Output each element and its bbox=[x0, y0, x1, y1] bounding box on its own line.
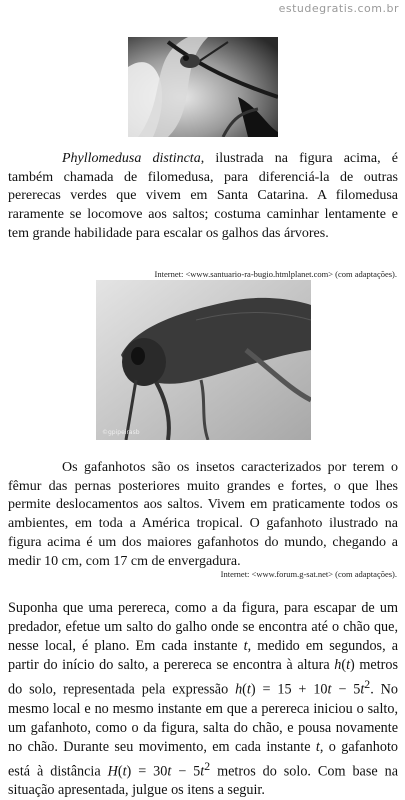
frog-credit: Internet: <www.santuario-ra-bugio.htmlplanet.com> (com adaptações). bbox=[154, 269, 397, 279]
frog-photo bbox=[128, 37, 278, 137]
frog-paragraph: Phyllomedusa distincta, ilustrada na figura acima, é também chamada de filomedusa, para diferenciá-la de outras pererecas verdes que vivem em Santa Catarina. A filomedusa raramente se locomove aos saltos; costuma caminhar lentamente e tem grande habilidade para escalar os galhos das árvores. bbox=[8, 151, 398, 241]
site-watermark: estudegratis.com.br bbox=[278, 2, 399, 15]
grasshopper-paragraph: Os gafanhotos são os insetos caracterizados por terem o fêmur das pernas posteriores muito grandes e fortes, o que lhes permite deslocamentos aos saltos. Vivem em praticamente todos os ambientes, em toda a América tropical. O gafanhoto ilustrado na figura acima é um dos maiores gafanhotos do mundo, chegando a medir 10 cm, com 17 cm de envergadura. bbox=[8, 460, 398, 569]
problem-paragraph: Suponha que uma perereca, como a da figura, para escapar de um predador, efetue um salto do galho onde se encontra até o chão que, nesse local, é plano. Em cada instante t, medido em segundos, a partir do início do salto, a perereca se encontra à altura h(t) metros do solo, representada pela expressão $h(t) = 15 + 10t - 5t^2$. No mesmo local e no mesmo instante em que a perereca iniciou o salto, um gafanhoto, como o da figura, salta do chão, e pousa novamente no chão. Durante seu movimento, em cada instante t, o gafanhoto está à distância $H(t) = 30t - 5t^2$ metros do solo. Com base na situação apresentada, julgue os itens a seguir. bbox=[8, 600, 399, 799]
grasshopper-credit: Internet: <www.forum.g-sat.net> (com adaptações). bbox=[220, 569, 397, 579]
photo-watermark: ©gpipeirasb bbox=[102, 429, 140, 436]
grasshopper-photo bbox=[96, 280, 311, 440]
